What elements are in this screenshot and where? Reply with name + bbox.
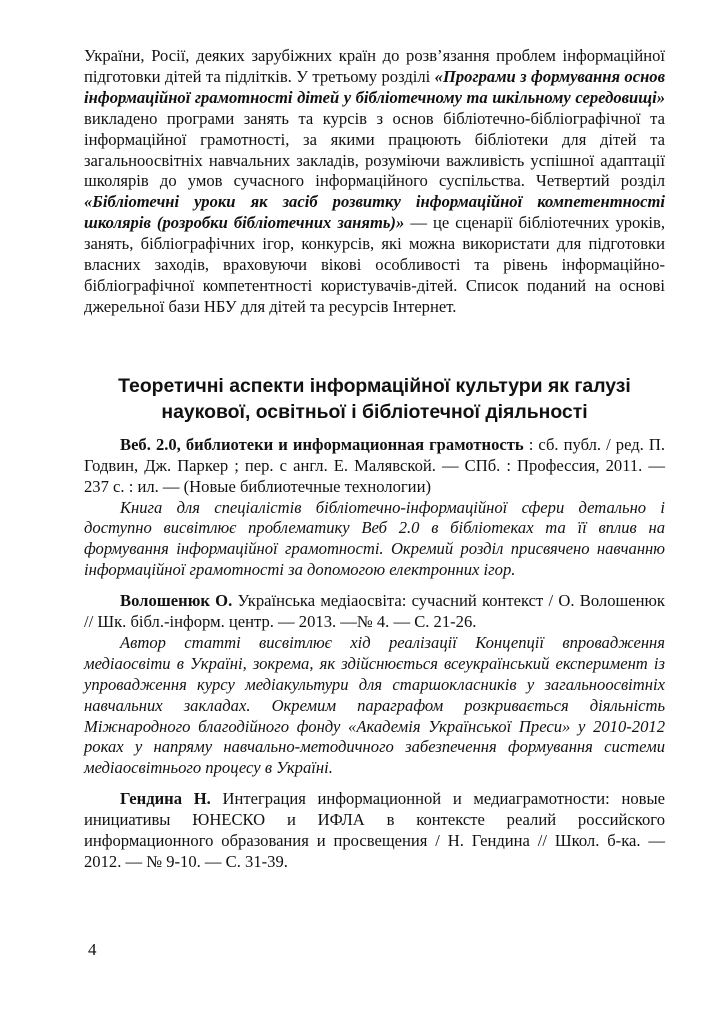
entry-author: Гендина Н. xyxy=(120,789,211,809)
entry-details: Українська медіаосвіта: сучасний контекст / О. Волошенюк // Шк. бібл.-інформ. центр. — 2013. —№ 4. — С. 21-26. xyxy=(84,591,665,632)
entry-author: Волошенюк О. xyxy=(120,591,233,611)
entry-citation xyxy=(84,591,665,633)
entry-citation xyxy=(84,435,665,498)
page-content xyxy=(84,46,665,873)
entry-annotation: Автор статті висвітлює хід реалізації Концепції впровадження медіаосвіти в Україні, зокрема, як здійснюється всеукраїнський експеримент із упровадження курсу медіакультури для старшокласників у загальноосвітніх навчальних закладах. Окремим параграфом розкривається діяльність Міжнародного благодійного фонду «Академія Української Преси» у 2010-2012 роках у напряму навчально-методичного забезпечення формування системи медіаосвітнього процесу в Україні. xyxy=(84,632,665,778)
bibliography-entry xyxy=(84,789,665,873)
intro-section-title-3: «Програми з формування основ інформаційної грамотності дітей у бібліотечному та шкільному середовищі» xyxy=(84,66,665,107)
entry-annotation: Книга для спеціалістів бібліотечно-інформаційної сфери детально і доступно висвітлює проблематику Веб 2.0 в бібліотеках та її вплив на формування інформаційної грамотності. Окремий розділ присвячено навчанню інформаційної грамотності за допомогою електронних ігор. xyxy=(84,497,665,580)
intro-section-title-4: «Бібліотечні уроки як засіб розвитку інформаційної компетентності школярів (розробки бібліотечних занять)» xyxy=(84,192,665,233)
intro-text-1: України, Росії, деяких зарубіжних країн до розв’язання проблем інформаційної підготовки дітей та підлітків. У третьому розділі xyxy=(84,46,665,86)
bibliography-entry xyxy=(84,591,665,779)
bibliography-entry xyxy=(84,435,665,581)
entry-details: : сб. публ. / ред. П. Годвин, Дж. Паркер ; пер. с англ. Е. Малявской. — СПб. : Профессия, 2011. — 237 с. : ил. — (Новые библиотечные технологии) xyxy=(84,434,665,496)
page-number: 4 xyxy=(88,940,97,959)
intro-text-2: викладено програми занять та курсів з основ бібліотечно-бібліографічної та інформаційної грамотності, за якими працюють бібліотеки для дітей та загальноосвітніх навчальних закладів, розуміючи важливість успішної адаптації школярів до умов сучасного інформаційного суспільства. Четвертий розділ xyxy=(84,108,665,191)
entry-citation xyxy=(84,789,665,873)
intro-text-3: — це сценарії бібліотечних уроків, занять, бібліографічних ігор, конкурсів, які можна використати для підготовки власних заходів, враховуючи вікові особливості та рівень інформаційно-бібліографічної компетентності користувачів-дітей. Список поданий на основі джерельної бази НБУ для дітей та ресурсів Інтернет. xyxy=(84,213,665,316)
entry-author: Веб. 2.0, библиотеки и информационная грамотность xyxy=(120,434,524,454)
section-heading: Теоретичні аспекти інформаційної культури як галузі наукової, освітньої і бібліотечної діяльності xyxy=(118,374,631,423)
intro-paragraph xyxy=(84,46,665,318)
entry-details: Интеграция информационной и медиаграмотности: новые инициативы ЮНЕСКО и ИФЛА в контексте реалий российского информационного образования и просвещения / Н. Гендина // Школ. б-ка. — 2012. — № 9-10. — С. 31-39. xyxy=(84,789,665,871)
